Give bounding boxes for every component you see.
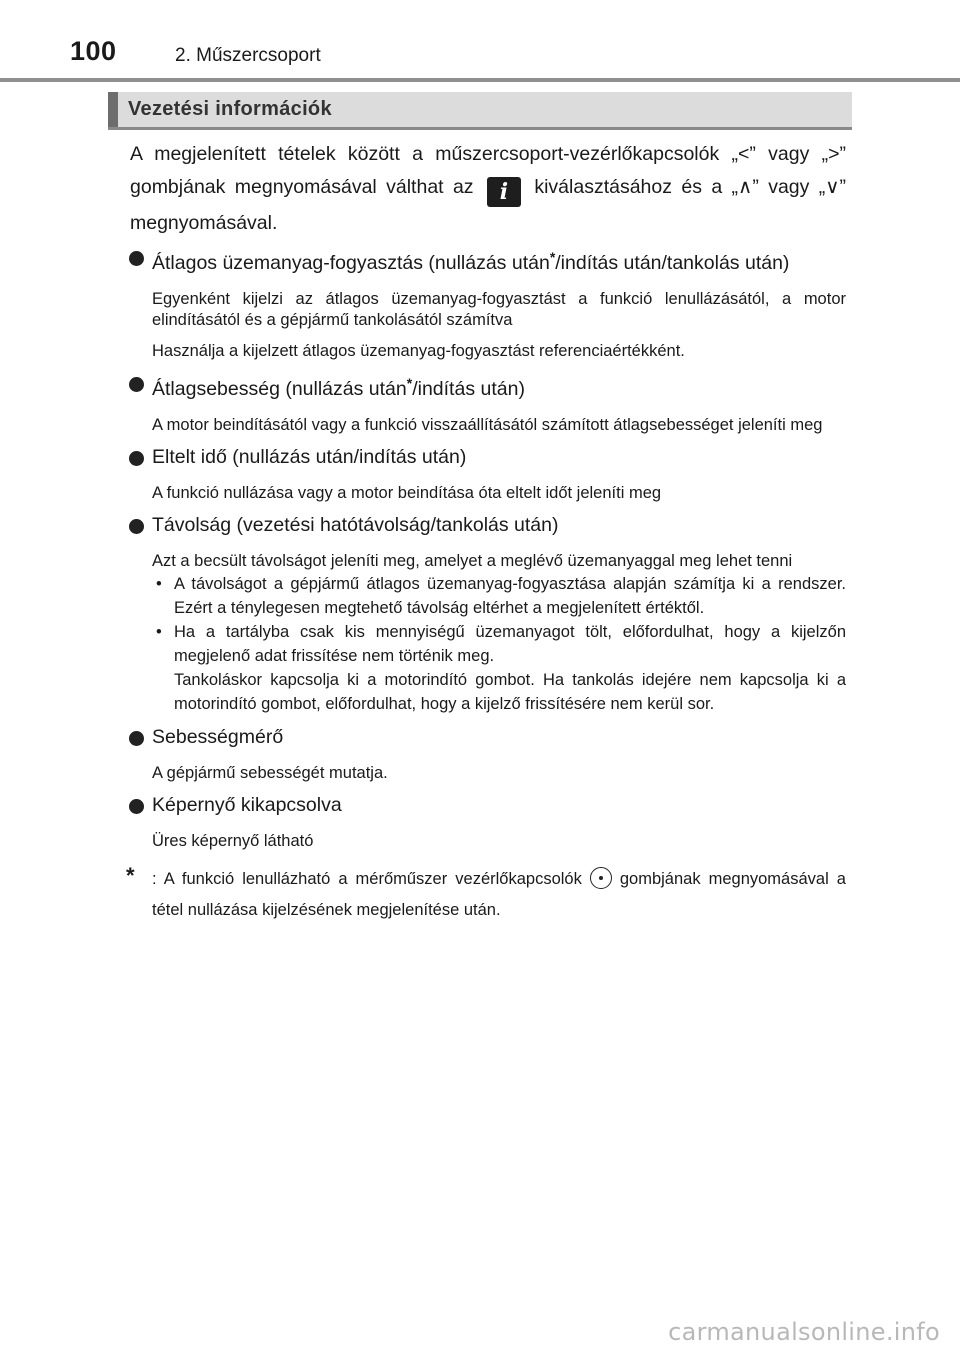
footnote-marker: *: [126, 863, 135, 888]
item-description: Egyenként kijelzi az átlagos üzemanyag-fogyasztást a funkció lenullázásától, a motor elindításától és a gépjármű tankolásától számítva: [152, 290, 846, 329]
sub-bullet-list: [152, 572, 846, 716]
item-heading: [152, 368, 846, 405]
item-heading-text: /indítás után): [412, 378, 525, 400]
list-item-avg-speed: [130, 368, 846, 436]
info-icon: i: [487, 177, 521, 207]
bullet-icon: [129, 799, 144, 814]
footnote: [126, 863, 846, 926]
footnote-text-2: gombjának megnyomásával a tétel nullázása kijelzésének megjelenítése után.: [152, 870, 846, 919]
watermark: carmanualsonline.info: [668, 1318, 940, 1346]
bullet-icon: [129, 451, 144, 466]
section-title: Vezetési információk: [128, 98, 332, 120]
bullet-icon: [129, 377, 144, 392]
list-item-elapsed-time: [130, 442, 846, 504]
item-heading: Képernyő kikapcsolva: [152, 794, 342, 816]
item-heading: [152, 242, 846, 279]
section-heading-accent: [108, 92, 118, 127]
footnote-text: [152, 864, 846, 926]
bullet-icon: [129, 731, 144, 746]
chapter-title: 2. Műszercsoport: [175, 45, 321, 66]
page-content: [126, 138, 847, 926]
list-item-speedometer: [130, 722, 846, 784]
intro-paragraph: [130, 138, 846, 240]
section-heading-bar: [108, 92, 852, 130]
item-heading-text: Átlagos üzemanyag-fogyasztás (nullázás után: [152, 252, 550, 274]
sub-bullet-item: [152, 620, 846, 716]
sub-bullet-item: [152, 572, 846, 620]
item-description: Azt a becsült távolságot jeleníti meg, amelyet a meglévő üzemanyaggal meg lehet tenni: [152, 552, 793, 570]
item-heading: Sebességmérő: [152, 726, 284, 748]
item-heading: Eltelt idő (nullázás után/indítás után): [152, 446, 467, 468]
item-heading-text: /indítás után/tankolás után): [555, 252, 790, 274]
page-number: 100: [70, 36, 117, 66]
sub-bullet-text: Tankoláskor kapcsolja ki a motorindító gombot. Ha tankolás idejére nem kapcsolja ki a motorindító gombot, előfordulhat, hogy a kijelző frissítésére nem kerül sor.: [174, 671, 846, 713]
intro-text-2: kiválasztásához és a „∧” vagy „∨” megnyomásával.: [130, 176, 847, 234]
item-description: Üres képernyő látható: [152, 832, 314, 850]
ok-button-icon: [590, 867, 612, 889]
sub-bullet-text: A távolságot a gépjármű átlagos üzemanyag-fogyasztása alapján számítja ki a rendszer. Ezért a ténylegesen megtehető távolság eltérhet a megjelenített értéktől.: [174, 575, 846, 617]
bullet-icon: [129, 519, 144, 534]
item-heading: Távolság (vezetési hatótávolság/tankolás után): [152, 514, 559, 536]
list-item-screen-off: [130, 790, 846, 852]
sub-bullet-dot: •: [156, 575, 162, 593]
asterisk-marker: *: [406, 375, 413, 391]
item-description: Használja a kijelzett átlagos üzemanyag-fogyasztást referenciaértékként.: [152, 342, 685, 360]
item-description: A funkció nullázása vagy a motor beindítása óta eltelt időt jeleníti meg: [152, 484, 662, 502]
item-heading-text: Átlagsebesség (nullázás után: [152, 378, 407, 400]
header-divider: [0, 78, 960, 82]
asterisk-marker: *: [549, 249, 556, 265]
sub-bullet-dot: •: [156, 623, 162, 641]
list-item-avg-fuel: [130, 242, 846, 362]
sub-bullet-text: Ha a tartályba csak kis mennyiségű üzemanyagot tölt, előfordulhat, hogy a kijelzőn megjelenő adat frissítése nem történik meg.: [174, 623, 846, 665]
page-header: [0, 0, 960, 82]
footnote-colon: :: [152, 870, 157, 888]
footnote-text-1: A funkció lenullázható a mérőműszer vezérlőkapcsolók: [163, 870, 582, 888]
intro-text-1: A megjelenített tételek között a műszercsoport-vezérlőkapcsolók „<” vagy „>” gombjának megnyomásával válthat az: [130, 143, 846, 198]
list-item-distance: [130, 510, 846, 716]
item-description: A gépjármű sebességét mutatja.: [152, 764, 388, 782]
bullet-icon: [129, 251, 144, 266]
item-description: A motor beindításától vagy a funkció visszaállításától számított átlagsebességet jeleníti meg: [152, 416, 823, 434]
